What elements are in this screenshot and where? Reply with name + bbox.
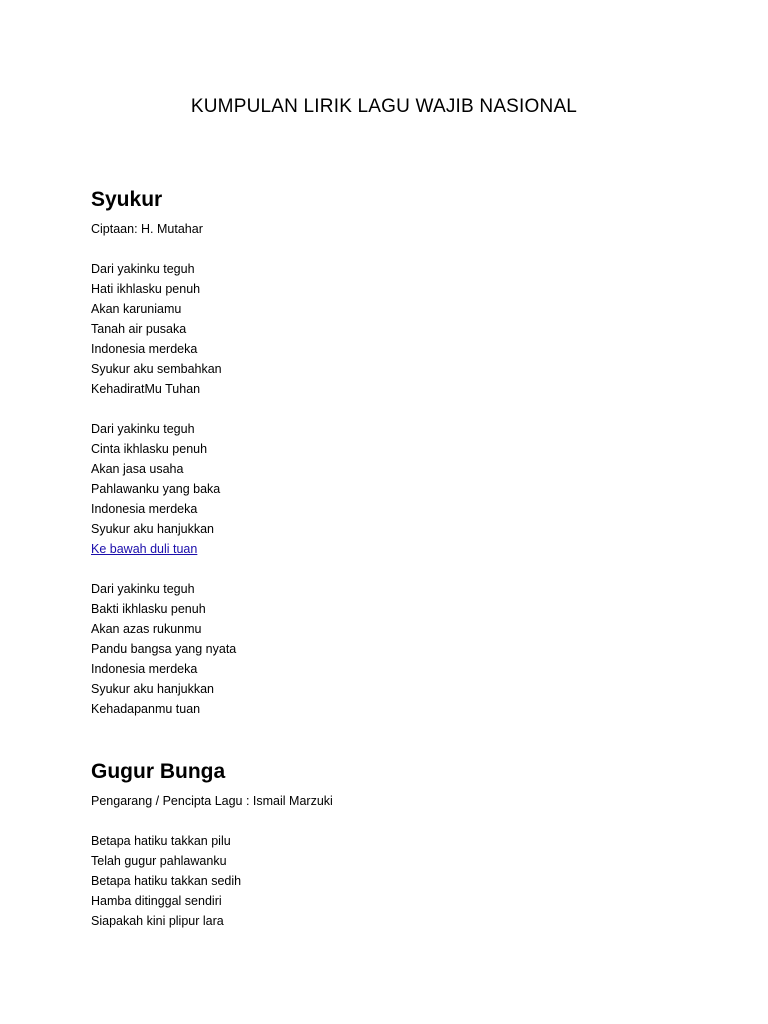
song-syukur xyxy=(91,186,236,719)
song-title: Gugur Bunga xyxy=(91,760,226,783)
lyric-line: KehadiratMu Tuhan xyxy=(91,382,201,396)
lyric-line: Kehadapanmu tuan xyxy=(91,702,201,716)
stanza-1 xyxy=(91,831,333,931)
lyric-line: Bakti ikhlasku penuh xyxy=(91,602,206,616)
lyric-line: Syukur aku hanjukkan xyxy=(91,522,214,536)
lyric-line: Siapakah kini plipur lara xyxy=(91,914,224,928)
lyric-line: Akan jasa usaha xyxy=(91,462,184,476)
lyric-line: Pandu bangsa yang nyata xyxy=(91,642,237,656)
lyric-line: Pahlawanku yang baka xyxy=(91,482,221,496)
lyric-line: Dari yakinku teguh xyxy=(91,582,195,596)
lyric-line: Indonesia merdeka xyxy=(91,662,198,676)
lyric-link[interactable]: Ke bawah duli tuan xyxy=(91,542,198,556)
lyric-line: Syukur aku sembahkan xyxy=(91,362,222,376)
lyric-line: Telah gugur pahlawanku xyxy=(91,854,227,868)
lyric-line: Dari yakinku teguh xyxy=(91,422,195,436)
song-credit: Ciptaan: H. Mutahar xyxy=(91,222,203,236)
lyric-line: Hati ikhlasku penuh xyxy=(91,282,201,296)
stanza-3 xyxy=(91,579,236,719)
song-credit: Pengarang / Pencipta Lagu : Ismail Marzuki xyxy=(91,794,333,808)
lyric-line: Betapa hatiku takkan sedih xyxy=(91,874,242,888)
song-title: Syukur xyxy=(91,188,163,211)
lyric-line: Hamba ditinggal sendiri xyxy=(91,894,222,908)
lyric-line: Tanah air pusaka xyxy=(91,322,187,336)
lyric-line: Indonesia merdeka xyxy=(91,502,198,516)
lyric-line: Indonesia merdeka xyxy=(91,342,198,356)
lyric-line: Dari yakinku teguh xyxy=(91,262,195,276)
lyric-line: Akan karuniamu xyxy=(91,302,182,316)
lyric-line: Betapa hatiku takkan pilu xyxy=(91,834,231,848)
stanza-2 xyxy=(91,419,236,559)
stanza-1 xyxy=(91,259,236,399)
lyric-line: Cinta ikhlasku penuh xyxy=(91,442,208,456)
song-gugur-bunga xyxy=(91,758,333,931)
lyric-line: Syukur aku hanjukkan xyxy=(91,682,214,696)
lyric-line: Akan azas rukunmu xyxy=(91,622,202,636)
document-title: KUMPULAN LIRIK LAGU WAJIB NASIONAL xyxy=(190,96,578,117)
